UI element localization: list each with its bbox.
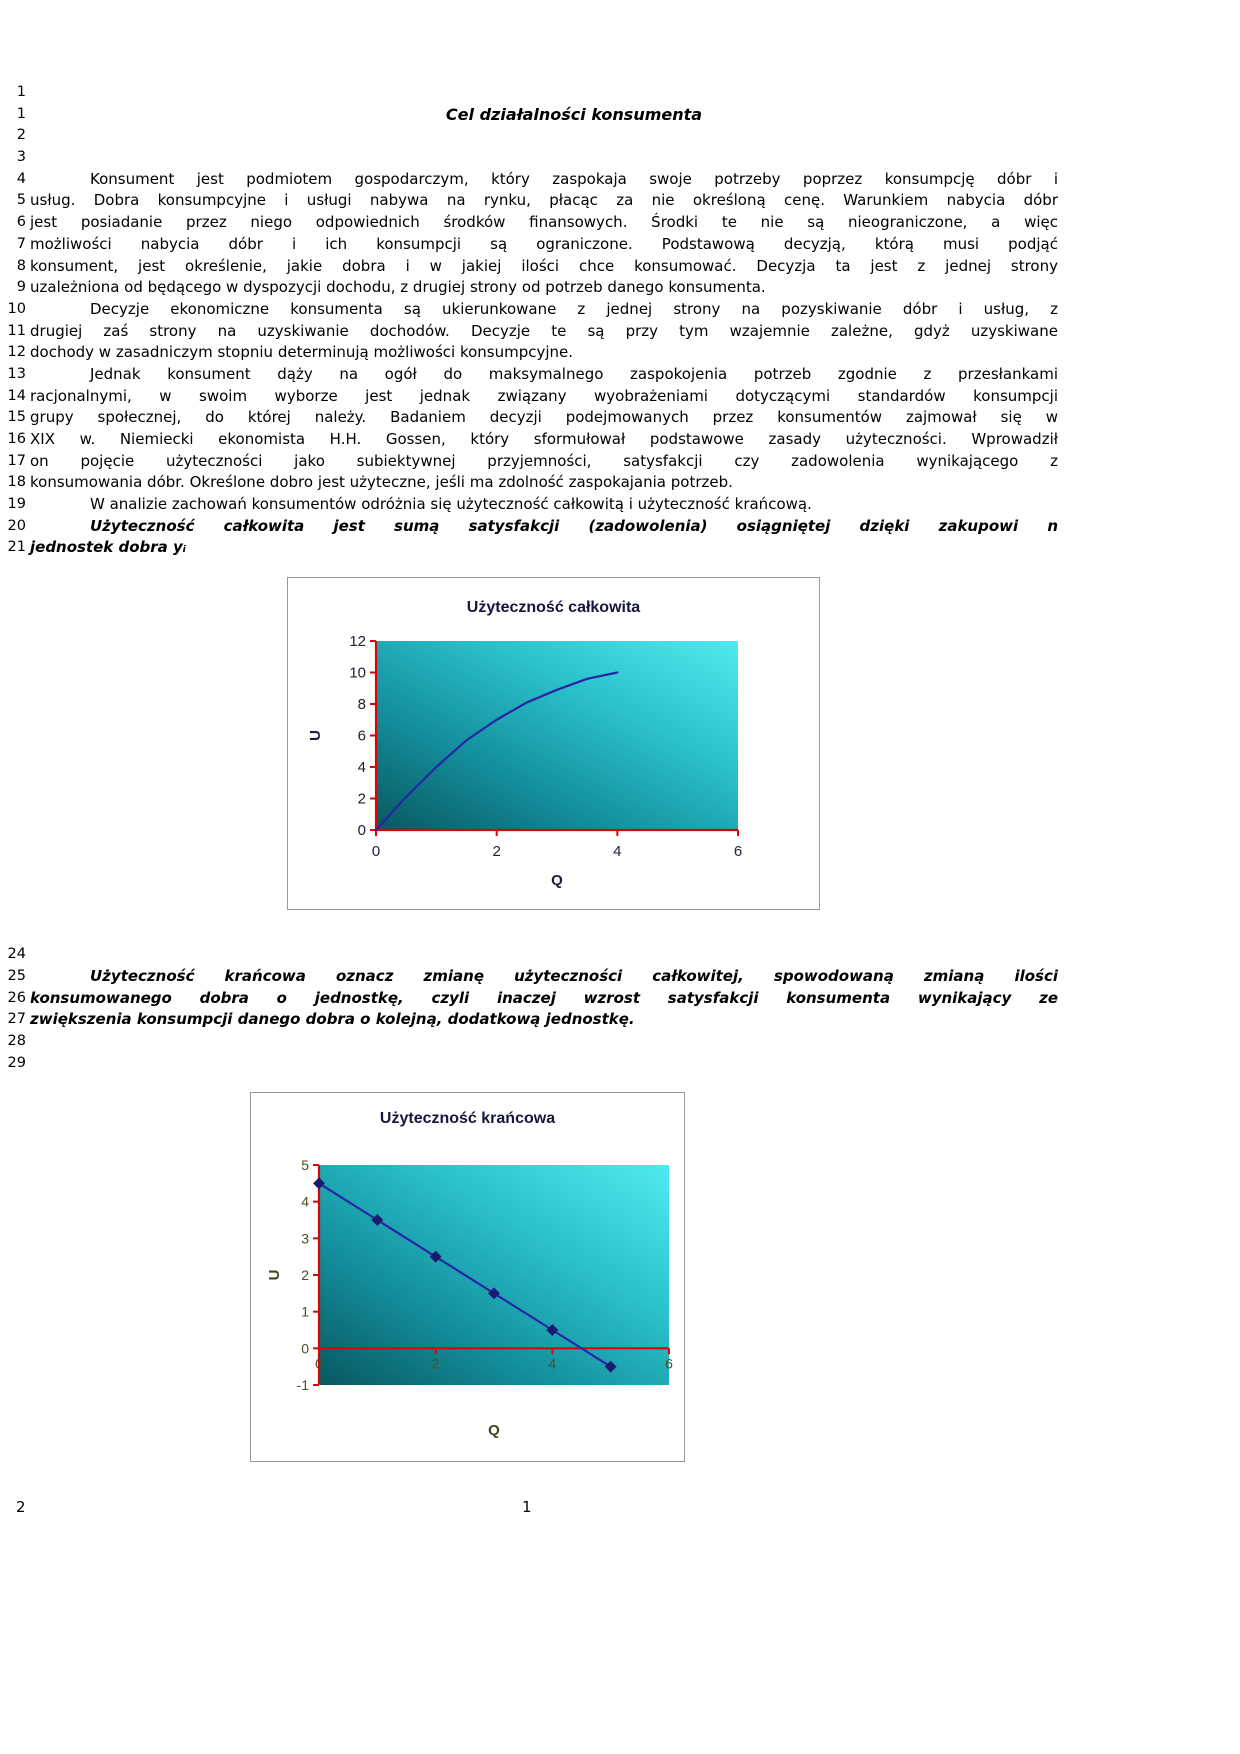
y-tick-label: 1 — [301, 1303, 309, 1320]
line-text: możliwości nabycia dóbr i ich konsumpcji są ograniczone. Podstawową decyzją, którą musi podjąć — [30, 234, 1058, 253]
total-utility-chart — [287, 577, 820, 910]
line-number: 21 — [7, 539, 26, 556]
line-number: 5 — [16, 192, 26, 209]
line-text: jednostek dobra yᵢ — [30, 538, 187, 557]
y-tick-label: 10 — [349, 664, 366, 682]
x-tick-label: 0 — [371, 843, 381, 861]
y-tick-label: 12 — [349, 633, 366, 651]
line-text: Decyzje ekonomiczne konsumenta są ukierunkowane z jednej strony na pozyskiwanie dóbr i usług, z — [90, 299, 1058, 318]
line-text: konsumowania dóbr. Określone dobro jest użyteczne, jeśli ma zdolność zaspokajania potrzeb. — [30, 473, 733, 492]
line-text: konsument, jest określenie, jakie dobra i w jakiej ilości chce konsumować. Decyzja ta jest z jednej strony — [30, 256, 1058, 275]
x-tick-label: 6 — [665, 1355, 673, 1372]
line-number: 2 — [16, 127, 26, 144]
text-line — [0, 386, 1240, 408]
x-tick-label: 2 — [492, 843, 501, 861]
text-line — [0, 1031, 1240, 1053]
x-tick-label: 4 — [548, 1355, 557, 1372]
text-line — [0, 277, 1240, 299]
line-text — [30, 944, 1058, 966]
line-number: 19 — [7, 496, 26, 513]
line-number: 27 — [7, 1011, 26, 1028]
y-tick-label: 2 — [301, 1267, 309, 1284]
text-line — [0, 212, 1240, 234]
y-tick-label: -1 — [296, 1377, 309, 1394]
line-text: Jednak konsument dąży na ogół do maksymalnego zaspokojenia potrzeb zgodnie z przesłankami — [90, 364, 1058, 383]
total-utility-svg — [288, 578, 819, 909]
line-number: 16 — [7, 431, 26, 447]
line-text — [30, 1031, 1058, 1053]
line-number: 12 — [7, 344, 26, 361]
text-line — [0, 516, 1240, 538]
line-text: Użyteczność całkowita jest sumą satysfakcji (zadowolenia) osiągniętej dzięki zakupowi n — [90, 516, 1058, 535]
text-line — [0, 407, 1240, 429]
text-line — [0, 321, 1240, 343]
line-text: uzależniona od będącego w dyspozycji dochodu, z drugiej strony od potrzeb danego konsumenta. — [30, 278, 766, 297]
y-tick-label: 2 — [357, 790, 366, 808]
text-block-1 — [0, 82, 1240, 559]
line-text: grupy społecznej, do której należy. Badaniem decyzji podejmowanych przez konsumentów zajmował się w — [30, 408, 1058, 427]
line-number: 3 — [16, 149, 26, 166]
line-text: usług. Dobra konsumpcyjne i usługi nabywa na rynku, płacąc za nie określoną cenę. Warunkiem nabycia dóbr — [30, 191, 1058, 210]
text-line — [0, 494, 1240, 516]
line-number: 18 — [7, 474, 26, 491]
plot-area — [319, 1165, 669, 1385]
chart-title: Użyteczność całkowita — [466, 599, 641, 617]
y-tick-label: 8 — [357, 696, 366, 714]
line-text: W analizie zachowań konsumentów odróżnia się użyteczność całkowitą i użyteczność krańcową. — [90, 495, 812, 514]
line-number: 9 — [16, 279, 26, 296]
text-line — [0, 169, 1240, 191]
text-block-2 — [0, 944, 1240, 1074]
chart-title: Użyteczność krańcowa — [379, 1110, 556, 1128]
text-line — [0, 299, 1240, 321]
line-number: 4 — [16, 170, 26, 187]
line-number: 10 — [7, 300, 26, 317]
line-number: 17 — [7, 452, 26, 469]
line-text: racjonalnymi, w swoim wyborze jest jednak związany wyobrażeniami dotyczącymi standardów konsumpcji — [30, 386, 1058, 405]
y-tick-label: 5 — [301, 1157, 309, 1174]
y-axis-label: U — [266, 1269, 283, 1281]
x-tick-label: 0 — [315, 1355, 323, 1372]
y-axis-label: U — [307, 730, 324, 742]
line-text: jest posiadanie przez niego odpowiednich środków finansowych. Środki te nie są nieograniczone, a więc — [30, 213, 1058, 232]
text-line — [0, 1053, 1240, 1075]
text-line — [0, 1009, 1240, 1031]
plot-area — [376, 641, 738, 830]
marginal-utility-chart — [250, 1092, 685, 1462]
text-line — [0, 451, 1240, 473]
x-tick-label: 6 — [733, 843, 743, 861]
footer-page-number-left: 2 — [16, 1498, 26, 1516]
line-number: 29 — [7, 1054, 26, 1071]
text-line — [0, 472, 1240, 494]
line-number: 20 — [7, 517, 26, 534]
document-title: Cel działalności konsumenta — [445, 104, 703, 124]
line-number: 13 — [7, 365, 26, 382]
text-line — [0, 147, 1240, 169]
text-line — [0, 190, 1240, 212]
line-text: XIX w. Niemiecki ekonomista H.H. Gossen, który sformułował podstawowe zasady użyteczności. Wprowadził — [30, 430, 1058, 448]
text-line — [0, 125, 1240, 147]
line-text: drugiej zaś strony na uzyskiwanie dochodów. Decyzje te są przy tym wzajemnie zależne, gdyż uzyskiwane — [30, 321, 1058, 340]
line-number: 25 — [7, 967, 26, 984]
text-line — [0, 256, 1240, 278]
text-line — [0, 429, 1240, 451]
text-line — [0, 364, 1240, 386]
text-line — [0, 104, 1240, 126]
line-number: 15 — [7, 409, 26, 426]
line-number: 14 — [7, 387, 26, 404]
y-tick-label: 0 — [301, 1340, 309, 1357]
line-number: 1 — [16, 84, 26, 100]
line-text — [30, 1053, 1058, 1075]
line-number: 1 — [16, 105, 26, 122]
text-line — [0, 537, 1240, 559]
line-number: 26 — [7, 989, 26, 1006]
x-tick-label: 4 — [613, 843, 622, 861]
line-number: 6 — [16, 214, 26, 231]
x-axis-label: Q — [551, 872, 563, 890]
text-line — [0, 988, 1240, 1010]
y-tick-label: 4 — [357, 759, 366, 777]
line-number: 11 — [7, 322, 26, 339]
y-tick-label: 3 — [301, 1230, 309, 1247]
line-text: dochody w zasadniczym stopniu determinują możliwości konsumpcyjne. — [30, 343, 574, 362]
line-text: zwiększenia konsumpcji danego dobra o kolejną, dodatkową jednostkę. — [30, 1010, 635, 1029]
line-number: 7 — [16, 235, 26, 252]
line-text: Konsument jest podmiotem gospodarczym, który zaspokaja swoje potrzeby poprzez konsumpcję dóbr i — [90, 169, 1058, 188]
footer-page-number-center: 1 — [522, 1498, 532, 1516]
line-number: 28 — [7, 1032, 26, 1049]
line-text: Użyteczność krańcowa oznacz zmianę użyteczności całkowitej, spowodowaną zmianą ilości — [90, 966, 1058, 985]
line-text: on pojęcie użyteczności jako subiektywnej przyjemności, satysfakcji czy zadowolenia wynikającego z — [30, 451, 1058, 470]
text-line — [0, 82, 1240, 104]
text-line — [0, 342, 1240, 364]
line-number: 8 — [16, 257, 26, 274]
y-tick-label: 0 — [357, 822, 366, 840]
text-line — [0, 966, 1240, 988]
line-text — [30, 82, 1058, 104]
line-text — [30, 147, 1058, 169]
line-text: konsumowanego dobra o jednostkę, czyli inaczej wzrost satysfakcji konsumenta wynikający ze — [30, 988, 1058, 1007]
x-tick-label: 2 — [431, 1355, 440, 1372]
line-number: 24 — [7, 946, 26, 963]
marginal-utility-svg — [251, 1093, 684, 1461]
y-tick-label: 4 — [301, 1193, 309, 1210]
text-line — [0, 234, 1240, 256]
y-tick-label: 6 — [357, 727, 366, 745]
line-text — [30, 125, 1058, 147]
x-axis-label: Q — [488, 1422, 500, 1440]
text-line — [0, 944, 1240, 966]
